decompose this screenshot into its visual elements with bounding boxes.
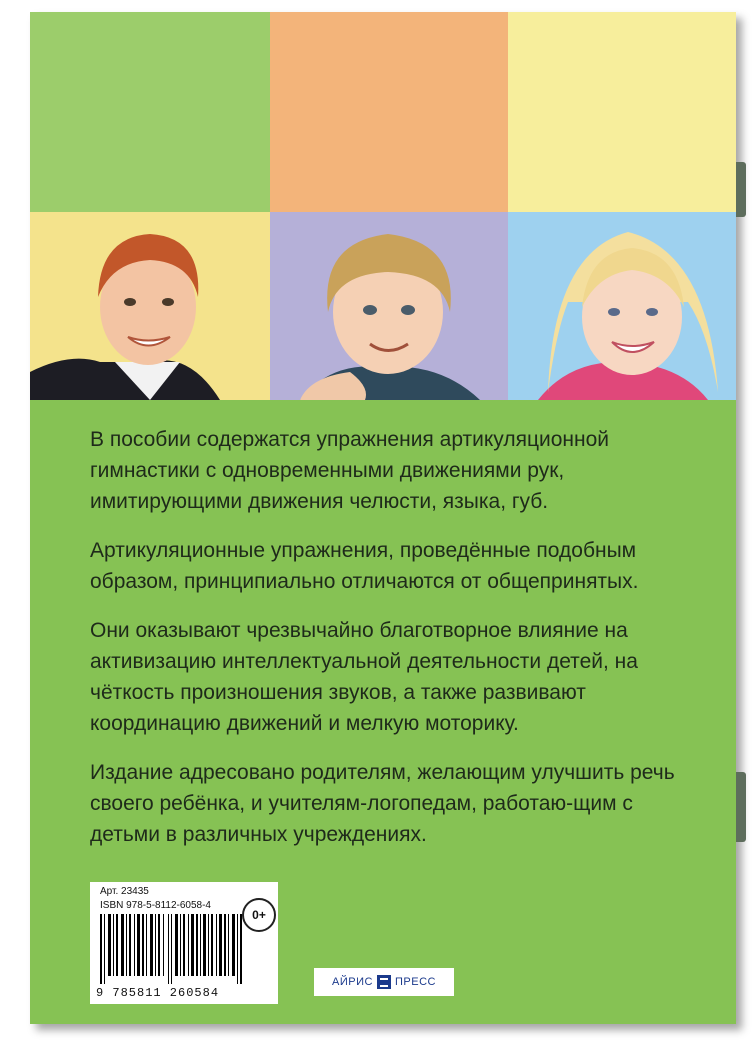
cover-edge-tab: [736, 162, 746, 217]
description-paragraph: Они оказывают чрезвычайно благотворное влияние на активизацию интеллектуальной деятельности детей, на чёткость произношения звуков, а также развивают координацию движений и мелкую моторику.: [90, 619, 638, 735]
photo-young-boy: [270, 212, 508, 400]
publisher-name-right: ПРЕСС: [394, 976, 436, 988]
boy-red-hair-photo-icon: [30, 212, 270, 400]
cover-edge-tab: [736, 772, 746, 842]
age-rating-badge: 0+: [242, 898, 276, 932]
blonde-girl-photo-icon: [508, 212, 736, 400]
description-paragraph: Артикуляционные упражнения, проведённые подобным образом, принципиально отличаются от общепринятых.: [90, 539, 639, 593]
description-paragraph: В пособии содержатся упражнения артикуляционной гимнастики с одновременными движениями рук, имитирующими движения челюсти, языка, губ.: [90, 428, 610, 513]
isbn-number: ISBN 978-5-8112-6058-4: [100, 900, 211, 911]
book-back-cover: [30, 12, 736, 1024]
photo-boy-red-hair: [30, 212, 270, 400]
description-text: [90, 424, 700, 868]
barcode-digits: 9 785811 260584: [96, 986, 220, 1000]
photo-blonde-girl: [508, 212, 736, 400]
publisher-logo: [314, 968, 454, 996]
color-tile-green: [30, 12, 270, 212]
publisher-emblem-icon: [377, 975, 391, 989]
young-boy-photo-icon: [270, 212, 508, 400]
description-paragraph: Издание адресовано родителям, желающим улучшить речь своего ребёнка, и учителям-логопедам, работаю-щим с детьми в различных учреждениях.: [90, 761, 675, 846]
article-number: Арт. 23435: [100, 886, 149, 897]
barcode-label: [90, 882, 278, 1004]
color-tile-yellow: [508, 12, 736, 212]
barcode-icon: [100, 914, 242, 984]
color-tile-orange: [270, 12, 508, 212]
publisher-name-left: АЙРИС: [332, 976, 373, 988]
